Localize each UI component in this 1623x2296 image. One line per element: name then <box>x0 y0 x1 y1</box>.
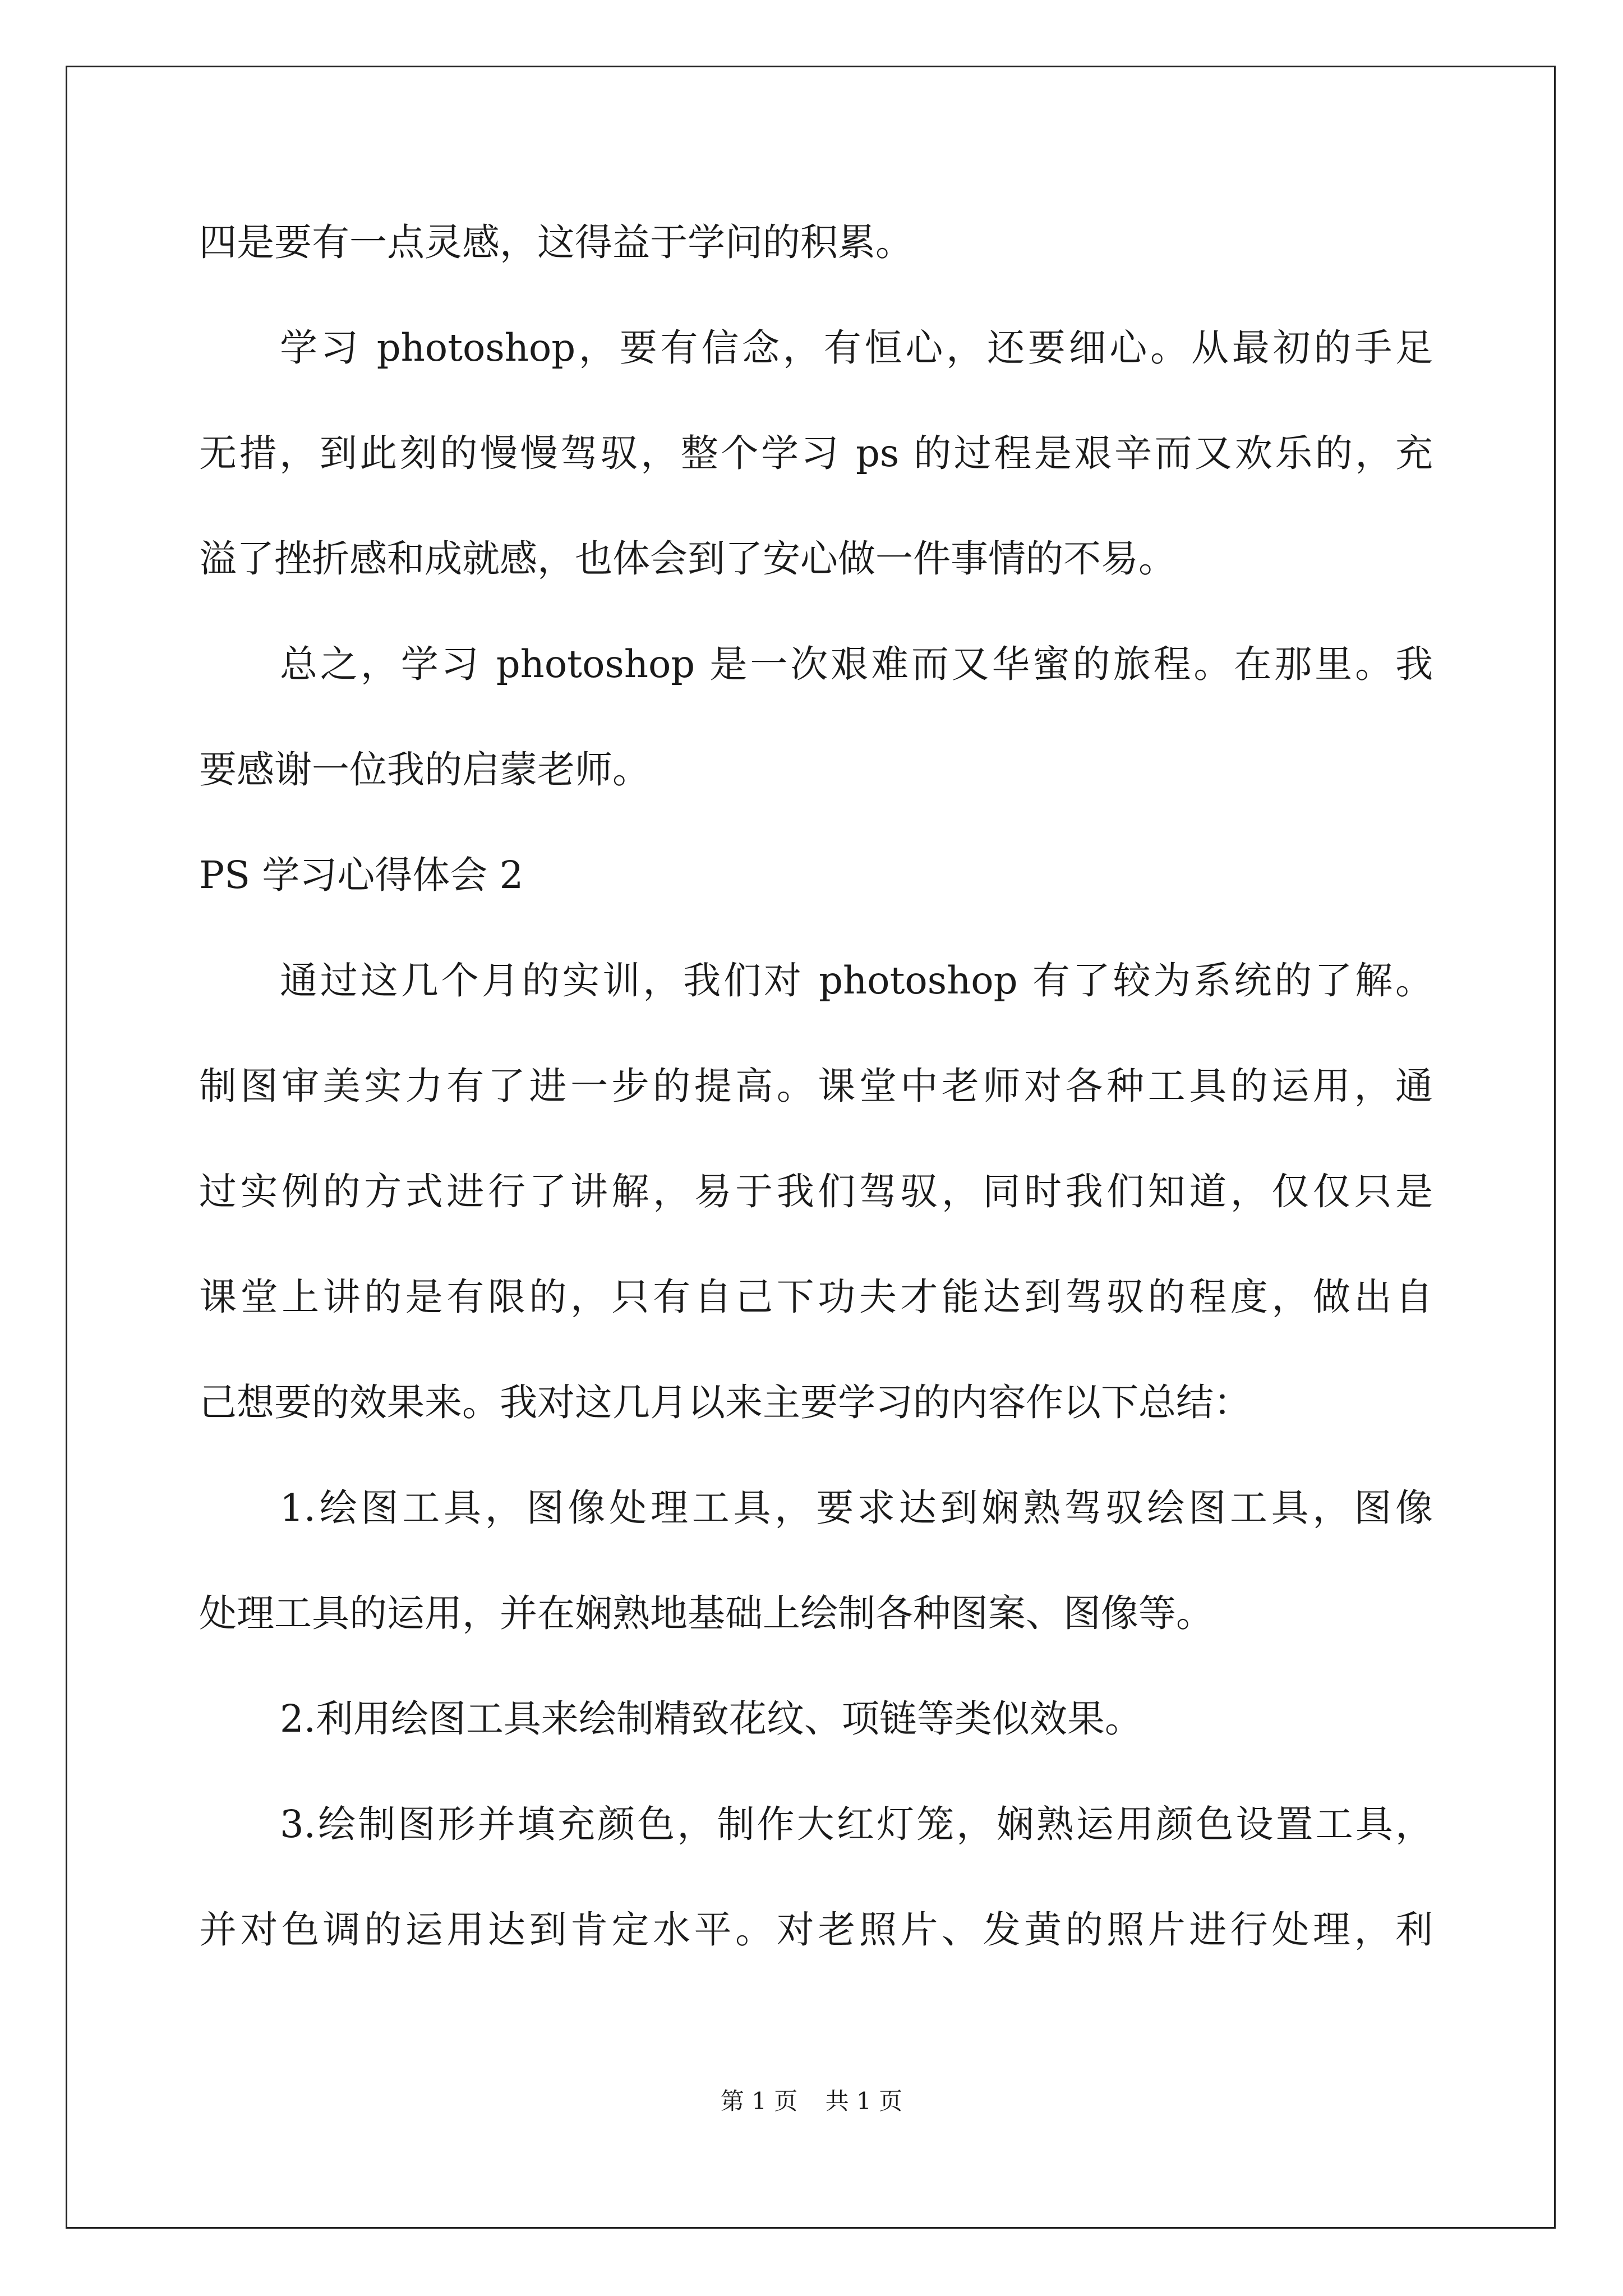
list-item-2: 2.利用绘图工具来绘制精致花纹、项链等类似效果。 <box>280 1697 1142 1741</box>
text-line: 要感谢一位我的启蒙老师。 <box>199 748 650 792</box>
paragraph-first-line: 总之，学习 photoshop 是一次艰难而又华蜜的旅程。在那里。我 <box>280 642 1433 686</box>
page-total: 共 1 页 <box>825 2087 903 2115</box>
text-line: 四是要有一点灵感，这得益于学问的积累。 <box>199 220 913 264</box>
list-item-1: 1.绘图工具，图像处理工具，要求达到娴熟驾驭绘图工具，图像 <box>280 1486 1433 1530</box>
text-line: 过实例的方式进行了讲解，易于我们驾驭，同时我们知道，仅仅只是 <box>199 1170 1433 1213</box>
paragraph-first-line: 学习 photoshop，要有信念，有恒心，还要细心。从最初的手足 <box>280 326 1433 370</box>
page-footer <box>0 2086 1623 2117</box>
text-line: 无措，到此刻的慢慢驾驭，整个学习 ps 的过程是艰辛而又欢乐的，充 <box>199 431 1433 475</box>
text-line: 己想要的效果来。我对这几月以来主要学习的内容作以下总结： <box>199 1381 1251 1424</box>
page-number: 第 1 页 <box>720 2087 798 2115</box>
text-line: 课堂上讲的是有限的，只有自己下功夫才能达到驾驭的程度，做出自 <box>199 1275 1433 1319</box>
list-item-3: 3.绘制图形并填充颜色，制作大红灯笼，娴熟运用颜色设置工具， <box>280 1802 1433 1846</box>
paragraph-first-line: 通过这几个月的实训，我们对 photoshop 有了较为系统的了解。 <box>280 959 1433 1002</box>
text-line: 并对色调的运用达到肯定水平。对老照片、发黄的照片进行处理，利 <box>199 1908 1433 1952</box>
text-line: 制图审美实力有了进一步的提高。课堂中老师对各种工具的运用，通 <box>199 1064 1433 1108</box>
text-line: 处理工具的运用，并在娴熟地基础上绘制各种图案、图像等。 <box>199 1591 1214 1635</box>
section-heading: PS 学习心得体会 2 <box>199 853 524 897</box>
text-line: 溢了挫折感和成就感，也体会到了安心做一件事情的不易。 <box>199 537 1176 581</box>
